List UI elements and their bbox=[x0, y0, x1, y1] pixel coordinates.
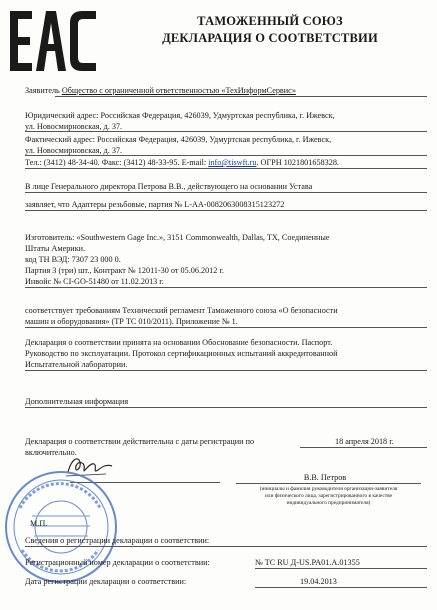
manufacturer-line2: Штаты Америки. bbox=[25, 244, 86, 253]
contacts-line bbox=[25, 157, 427, 168]
registration-info-label: Сведения о регистрации декларации о соответствии: bbox=[25, 536, 210, 545]
legal-address-line2: ул. Новосмирновская, д. 37. bbox=[25, 122, 123, 131]
ogrn-text: . ОГРН 1021801658328. bbox=[256, 158, 339, 167]
registration-number-label: Регистрационный номер декларации о соответствии: bbox=[25, 558, 210, 567]
signatory-caption3: индивидуального предпринимателя) bbox=[286, 500, 371, 506]
validity-line1: Декларация о соответствии действительна с даты регистрации по bbox=[25, 437, 255, 446]
underline bbox=[25, 287, 427, 288]
document-title: ДЕКЛАРАЦИЯ О СООТВЕТСТВИИ bbox=[162, 31, 378, 45]
declares-line: заявляет, что Адаптеры резьбовые, партия № L-AA-0082063008315123272 bbox=[25, 200, 285, 209]
underline bbox=[255, 587, 427, 588]
eac-logo bbox=[8, 8, 100, 74]
underline bbox=[25, 168, 427, 169]
manufacturer-line1: Изготовитель: «Southwestern Gage Inc.», 3151 Commonwealth, Dallas, TX, Соединенные bbox=[25, 233, 330, 242]
email-link[interactable]: info@tiswft.ru bbox=[208, 158, 257, 167]
underline bbox=[236, 483, 421, 484]
compliance-line2: машин и оборудования» (ТР ТС 010/2011). Приложение № 1. bbox=[25, 317, 238, 326]
representative-line: В лице Генерального директора Петрова В.В., действующего на основании Устава bbox=[25, 182, 313, 191]
underline bbox=[25, 192, 427, 193]
underline bbox=[25, 327, 427, 328]
registration-number: № TC RU Д-US.PA01.A.01355 bbox=[255, 558, 360, 567]
validity-date: 18 апреля 2018 г. bbox=[335, 437, 394, 446]
invoice-line: Инвойс № CI-GO-51480 от 11.02.2013 г. bbox=[25, 277, 164, 286]
underline bbox=[25, 210, 427, 211]
signatory-name: В.В. Петров bbox=[303, 473, 347, 482]
extra-info-label: Дополнительная информация bbox=[25, 397, 129, 406]
signatory-caption2: или физического лица, зарегистрированного в качестве bbox=[265, 493, 392, 499]
mp-label: М.П. bbox=[30, 519, 48, 528]
signatory-caption1: (инициалы и фамилия руководителя организации-заявителя bbox=[259, 486, 398, 492]
compliance-line1: соответствует требованиям Технический регламент Таможенного союза «О безопасности bbox=[25, 306, 338, 315]
applicant-label: Заявитель bbox=[25, 86, 60, 95]
actual-address-line2: ул. Новосмирновская, д. 37. bbox=[25, 146, 123, 155]
basis-line3: Испытательной лаборатории. bbox=[25, 360, 128, 369]
underline bbox=[25, 407, 427, 408]
basis-line1: Декларация о соответствии принята на основании Обоснование безопасности. Паспорт. bbox=[25, 338, 333, 347]
underline bbox=[25, 155, 427, 156]
basis-line2: Руководство по эксплуатации. Протокол сертификационных испытаний аккредитованной bbox=[25, 349, 338, 358]
contacts-text: Тел.: (3412) 48-34-40. Факс: (3412) 48-33-95. E-mail: bbox=[25, 158, 207, 167]
hs-code-line: код ТН ВЭД: 7307 23 000 0. bbox=[25, 255, 121, 264]
applicant-line bbox=[25, 85, 427, 96]
union-title: ТАМОЖЕННЫЙ СОЮЗ bbox=[197, 14, 343, 28]
legal-address-line1: Юридический адрес: Российская Федерация, 426039, Удмуртская республика, г. Ижевск, bbox=[25, 111, 335, 120]
underline bbox=[255, 568, 427, 569]
underline bbox=[25, 546, 427, 547]
underline bbox=[25, 131, 427, 132]
registration-date: 19.04.2013 bbox=[300, 577, 337, 586]
actual-address-line1: Фактический адрес: Российская Федерация, 426039, Удмуртская республика, г. Ижевск, bbox=[25, 135, 332, 144]
applicant-name: Общество с ограниченной ответственностью «ТехИнформСервис» bbox=[61, 86, 296, 95]
batch-line: Партия 3 (три) шт., Контракт № 12011-30 от 05.06.2012 г. bbox=[25, 266, 224, 275]
underline bbox=[55, 96, 427, 97]
underline bbox=[25, 370, 427, 371]
validity-line2: включительно. bbox=[25, 448, 77, 457]
registration-date-label: Дата регистрации декларации о соответствии: bbox=[25, 577, 187, 586]
